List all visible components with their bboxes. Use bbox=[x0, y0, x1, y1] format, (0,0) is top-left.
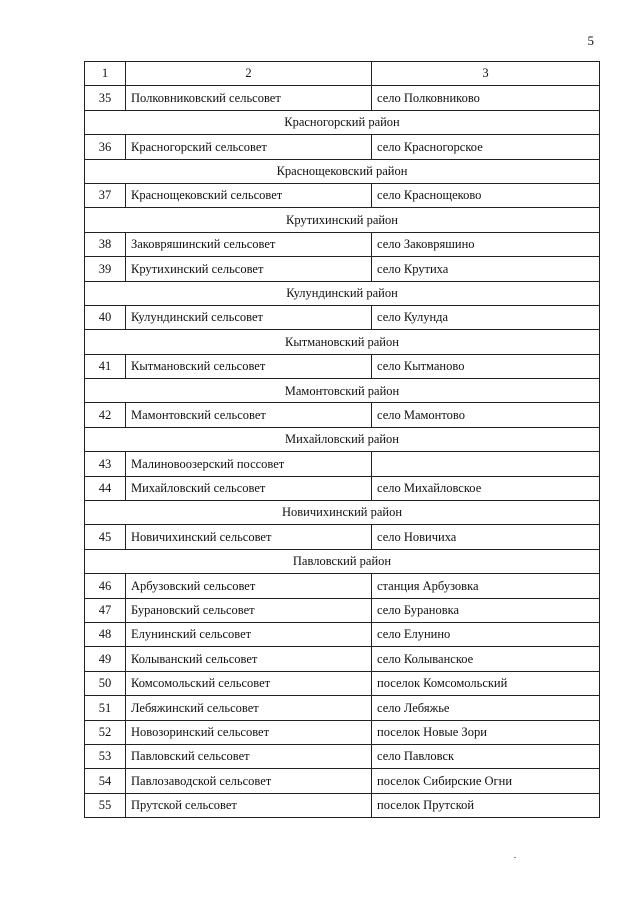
district-name: Михайловский район bbox=[85, 427, 600, 451]
administrative-center: село Новичиха bbox=[372, 525, 600, 549]
administrative-center: село Краснощеково bbox=[372, 183, 600, 207]
municipality-name: Красногорский сельсовет bbox=[126, 135, 372, 159]
municipality-name: Колыванский сельсовет bbox=[126, 647, 372, 671]
row-number: 37 bbox=[85, 183, 126, 207]
district-name: Павловский район bbox=[85, 549, 600, 573]
district-name: Красногорский район bbox=[85, 110, 600, 134]
row-number: 54 bbox=[85, 769, 126, 793]
administrative-center: село Кулунда bbox=[372, 305, 600, 329]
municipality-name: Лебяжинский сельсовет bbox=[126, 696, 372, 720]
administrative-center: село Мамонтово bbox=[372, 403, 600, 427]
administrative-center: село Бурановка bbox=[372, 598, 600, 622]
table-row bbox=[85, 574, 600, 598]
row-number: 41 bbox=[85, 354, 126, 378]
table-row bbox=[85, 622, 600, 646]
district-row bbox=[85, 208, 600, 232]
row-number: 47 bbox=[85, 598, 126, 622]
table-row bbox=[85, 86, 600, 110]
district-name: Краснощековский район bbox=[85, 159, 600, 183]
table-row bbox=[85, 671, 600, 695]
municipality-name: Елунинский сельсовет bbox=[126, 622, 372, 646]
row-number: 39 bbox=[85, 257, 126, 281]
row-number: 36 bbox=[85, 135, 126, 159]
table-row bbox=[85, 744, 600, 768]
municipality-name: Михайловский сельсовет bbox=[126, 476, 372, 500]
row-number: 49 bbox=[85, 647, 126, 671]
page-number: 5 bbox=[587, 33, 594, 48]
district-name: Кулундинский район bbox=[85, 281, 600, 305]
row-number: 46 bbox=[85, 574, 126, 598]
column-header-number: 1 bbox=[85, 62, 126, 86]
row-number: 48 bbox=[85, 622, 126, 646]
table-row bbox=[85, 452, 600, 476]
row-number: 44 bbox=[85, 476, 126, 500]
municipality-name: Павловский сельсовет bbox=[126, 744, 372, 768]
administrative-center: село Красногорское bbox=[372, 135, 600, 159]
table-row bbox=[85, 476, 600, 500]
table-row bbox=[85, 354, 600, 378]
municipality-name: Комсомольский сельсовет bbox=[126, 671, 372, 695]
district-name: Новичихинский район bbox=[85, 501, 600, 525]
administrative-center: село Полковниково bbox=[372, 86, 600, 110]
municipality-name: Бурановский сельсовет bbox=[126, 598, 372, 622]
column-header-name: 2 bbox=[126, 62, 372, 86]
municipality-name: Мамонтовский сельсовет bbox=[126, 403, 372, 427]
row-number: 35 bbox=[85, 86, 126, 110]
row-number: 43 bbox=[85, 452, 126, 476]
municipality-name: Кулундинский сельсовет bbox=[126, 305, 372, 329]
administrative-center: поселок Сибирские Огни bbox=[372, 769, 600, 793]
administrative-center: село Лебяжье bbox=[372, 696, 600, 720]
municipality-name: Малиновоозерский поссовет bbox=[126, 452, 372, 476]
row-number: 55 bbox=[85, 793, 126, 817]
district-row bbox=[85, 159, 600, 183]
administrative-center: село Кытманово bbox=[372, 354, 600, 378]
administrative-center bbox=[372, 452, 600, 476]
table-row bbox=[85, 232, 600, 256]
table-row bbox=[85, 793, 600, 817]
table-header-row bbox=[85, 62, 600, 86]
administrative-center: село Елунино bbox=[372, 622, 600, 646]
municipality-name: Прутской сельсовет bbox=[126, 793, 372, 817]
administrative-center: поселок Прутской bbox=[372, 793, 600, 817]
row-number: 42 bbox=[85, 403, 126, 427]
administrative-center: село Михайловское bbox=[372, 476, 600, 500]
table-row bbox=[85, 183, 600, 207]
row-number: 52 bbox=[85, 720, 126, 744]
row-number: 53 bbox=[85, 744, 126, 768]
municipality-name: Краснощековский сельсовет bbox=[126, 183, 372, 207]
municipality-name: Арбузовский сельсовет bbox=[126, 574, 372, 598]
district-row bbox=[85, 110, 600, 134]
municipality-name: Новичихинский сельсовет bbox=[126, 525, 372, 549]
municipality-name: Крутихинский сельсовет bbox=[126, 257, 372, 281]
row-number: 40 bbox=[85, 305, 126, 329]
row-number: 38 bbox=[85, 232, 126, 256]
table-row bbox=[85, 135, 600, 159]
table-body bbox=[85, 62, 600, 818]
municipality-name: Павлозаводской сельсовет bbox=[126, 769, 372, 793]
municipality-name: Заковряшинский сельсовет bbox=[126, 232, 372, 256]
table-row bbox=[85, 403, 600, 427]
municipality-name: Кытмановский сельсовет bbox=[126, 354, 372, 378]
administrative-center: село Заковряшино bbox=[372, 232, 600, 256]
row-number: 51 bbox=[85, 696, 126, 720]
district-name: Мамонтовский район bbox=[85, 379, 600, 403]
municipality-name: Новозоринский сельсовет bbox=[126, 720, 372, 744]
column-header-center: 3 bbox=[372, 62, 600, 86]
administrative-center: село Павловск bbox=[372, 744, 600, 768]
district-row bbox=[85, 379, 600, 403]
table-row bbox=[85, 696, 600, 720]
district-row bbox=[85, 427, 600, 451]
table-row bbox=[85, 647, 600, 671]
table-row bbox=[85, 720, 600, 744]
administrative-center: село Крутиха bbox=[372, 257, 600, 281]
table-row bbox=[85, 598, 600, 622]
district-row bbox=[85, 549, 600, 573]
administrative-center: село Колыванское bbox=[372, 647, 600, 671]
district-row bbox=[85, 281, 600, 305]
table-row bbox=[85, 769, 600, 793]
settlements-table bbox=[84, 61, 600, 818]
district-name: Крутихинский район bbox=[85, 208, 600, 232]
table-row bbox=[85, 305, 600, 329]
district-name: Кытмановский район bbox=[85, 330, 600, 354]
row-number: 45 bbox=[85, 525, 126, 549]
administrative-center: станция Арбузовка bbox=[372, 574, 600, 598]
administrative-center: поселок Новые Зори bbox=[372, 720, 600, 744]
table-row bbox=[85, 525, 600, 549]
municipality-name: Полковниковский сельсовет bbox=[126, 86, 372, 110]
administrative-center: поселок Комсомольский bbox=[372, 671, 600, 695]
scan-speck bbox=[514, 857, 516, 858]
district-row bbox=[85, 330, 600, 354]
district-row bbox=[85, 501, 600, 525]
table-row bbox=[85, 257, 600, 281]
row-number: 50 bbox=[85, 671, 126, 695]
